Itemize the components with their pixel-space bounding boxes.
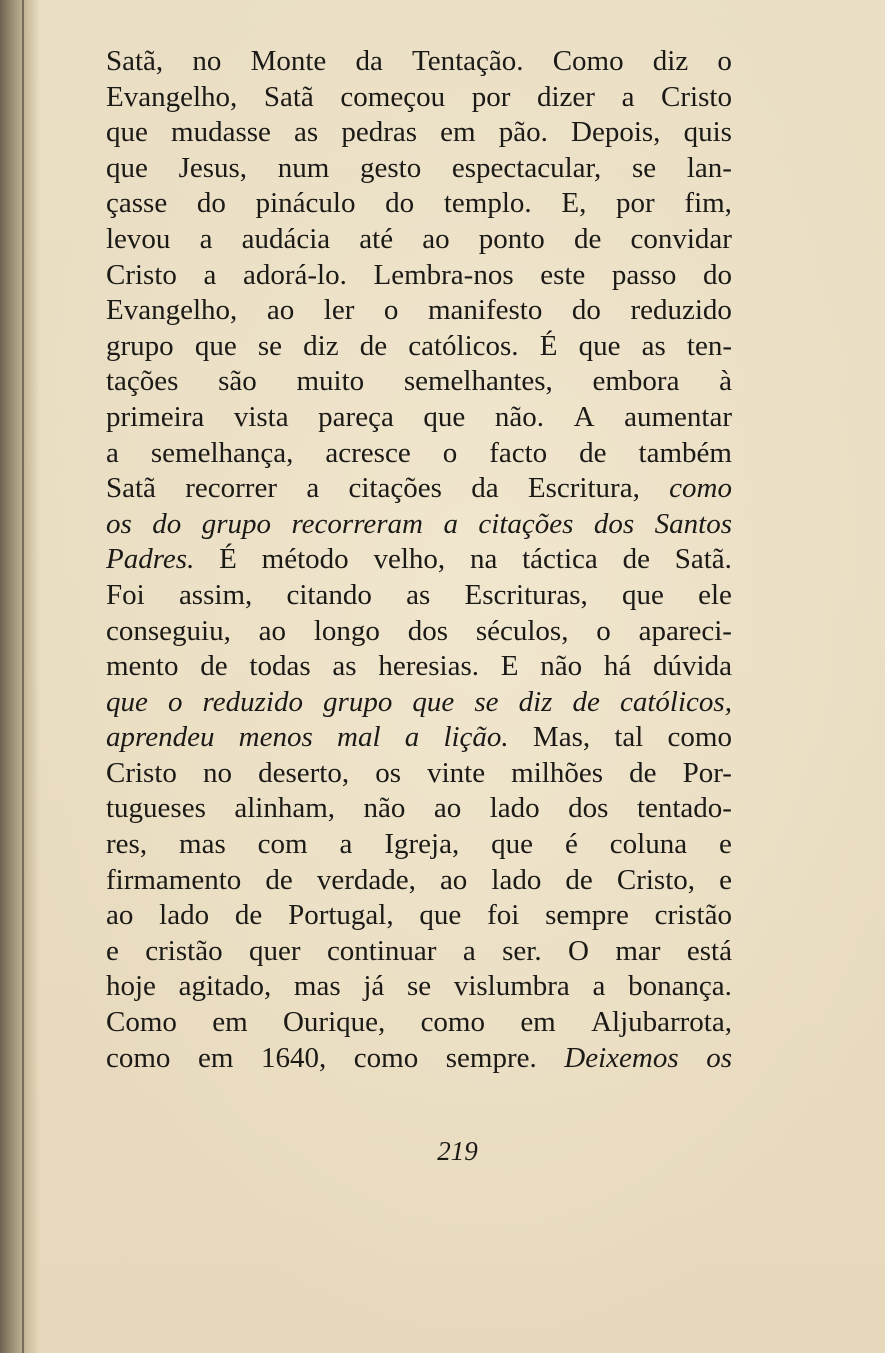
- word: lado: [491, 863, 542, 896]
- word: como: [106, 1041, 171, 1074]
- word: se: [631, 151, 657, 184]
- word: Satã: [263, 80, 314, 113]
- text-line: [106, 329, 732, 365]
- word: a: [462, 934, 476, 967]
- word: velho,: [373, 543, 446, 576]
- word: Igreja,: [384, 828, 460, 861]
- word: está: [686, 934, 732, 967]
- italic-word: que: [106, 685, 148, 718]
- word: quis: [683, 116, 732, 149]
- word: de: [565, 863, 593, 896]
- word: do: [385, 187, 415, 220]
- italic-word: mal: [337, 721, 381, 754]
- word: no: [192, 45, 222, 77]
- word: o: [442, 436, 458, 469]
- text-line: [106, 80, 732, 116]
- word: mas: [179, 828, 226, 861]
- word: por: [616, 187, 655, 220]
- word: longo: [313, 614, 380, 647]
- text-line: [106, 1005, 732, 1041]
- word: O: [568, 934, 589, 967]
- word: grupo: [106, 329, 174, 362]
- word: já: [363, 970, 385, 1003]
- word: lado: [159, 899, 210, 932]
- word: a: [106, 436, 119, 469]
- italic-word: do: [152, 507, 182, 540]
- word: os: [375, 756, 401, 789]
- text-line: [106, 649, 732, 685]
- text-line: [106, 827, 732, 863]
- word: mudasse: [171, 116, 271, 149]
- word: que: [194, 329, 237, 362]
- italic-word: Deixemos: [564, 1041, 679, 1074]
- word: todas: [249, 650, 311, 683]
- italic-word: diz: [518, 685, 553, 718]
- word: da: [471, 472, 499, 505]
- word: conseguiu,: [106, 614, 231, 647]
- word: res,: [106, 828, 148, 861]
- word: deserto,: [258, 756, 350, 789]
- word: as: [294, 116, 319, 149]
- word: que: [622, 578, 664, 611]
- word: num: [277, 151, 330, 184]
- word: heresias.: [378, 650, 479, 683]
- word: as: [406, 578, 431, 611]
- word: ele: [698, 578, 732, 611]
- word: manifesto: [427, 294, 543, 327]
- word: embora: [592, 365, 680, 398]
- word: ao: [106, 899, 134, 932]
- word: ponto: [478, 222, 545, 255]
- word: de: [579, 436, 607, 469]
- word: Portugal,: [288, 899, 394, 932]
- italic-word: recorreram: [291, 507, 424, 540]
- word: do: [196, 187, 226, 220]
- word: que: [419, 899, 462, 932]
- word: Satã,: [106, 45, 164, 77]
- word: Evangelho,: [106, 294, 238, 327]
- text-line: [106, 364, 732, 400]
- italic-word: grupo: [201, 507, 271, 540]
- word: lado: [489, 792, 540, 825]
- word: E: [500, 650, 519, 683]
- word: o: [717, 45, 732, 77]
- word: este: [540, 258, 586, 291]
- text-line: [106, 293, 732, 329]
- word: se: [257, 329, 282, 362]
- word: até: [359, 222, 394, 255]
- word: que: [106, 151, 148, 184]
- italic-word: lição.: [443, 721, 509, 754]
- word: de: [629, 756, 657, 789]
- word: vista: [233, 400, 289, 433]
- word: não: [540, 650, 583, 683]
- text-line: [106, 151, 732, 187]
- word: e: [719, 863, 732, 896]
- word: dos: [568, 792, 609, 825]
- word: firmamento: [106, 863, 242, 896]
- word: 1640,: [260, 1041, 327, 1074]
- word: É: [539, 329, 558, 362]
- italic-word: de: [572, 685, 600, 718]
- text-line: [106, 258, 732, 294]
- word: adorá-lo.: [243, 258, 347, 291]
- word: ao: [439, 863, 468, 896]
- italic-word: que: [412, 685, 455, 718]
- italic-word: os: [106, 507, 132, 540]
- italic-word: como: [669, 472, 732, 505]
- word: convidar: [630, 222, 732, 255]
- word: Escritura,: [527, 472, 640, 505]
- word: Como: [106, 1006, 177, 1039]
- word: que: [423, 400, 466, 433]
- word: de: [573, 222, 602, 255]
- word: Ourique,: [282, 1006, 386, 1039]
- word: recorrer: [185, 472, 277, 505]
- word: em: [197, 1041, 234, 1074]
- italic-word: citações: [478, 507, 574, 540]
- word: e: [719, 828, 732, 861]
- word: tugueses: [106, 792, 206, 825]
- word: alinham,: [234, 792, 336, 825]
- text-line: [106, 44, 732, 80]
- word: continuar: [326, 934, 437, 967]
- italic-word: a: [443, 507, 458, 540]
- word: à: [719, 365, 732, 398]
- word: ao: [433, 792, 462, 825]
- italic-word: menos: [238, 721, 313, 754]
- word: táctica: [522, 543, 598, 576]
- word: pináculo: [255, 187, 356, 220]
- word: começou: [340, 80, 446, 113]
- word: se: [406, 970, 432, 1003]
- text-line: [106, 898, 732, 934]
- word: pedras: [341, 116, 418, 149]
- word: em: [520, 1006, 556, 1039]
- word: que: [491, 828, 534, 861]
- word: ler: [323, 294, 355, 327]
- word: Lembra-nos: [373, 258, 514, 291]
- italic-word: dos: [593, 507, 635, 540]
- text-line: [106, 720, 732, 756]
- word: Tentação.: [412, 45, 524, 77]
- word: e: [106, 934, 119, 967]
- word: audácia: [241, 222, 331, 255]
- word: diz: [303, 329, 339, 362]
- word: ao: [422, 222, 450, 255]
- text-line: [106, 756, 732, 792]
- word: tações: [106, 365, 179, 398]
- italic-word: aprendeu: [106, 721, 215, 754]
- word: vinte: [427, 756, 486, 789]
- text-line: [106, 471, 732, 507]
- word: Mas,: [532, 721, 591, 754]
- word: em: [212, 1006, 248, 1039]
- word: E,: [561, 187, 587, 220]
- word: foi: [487, 899, 520, 932]
- word: gesto: [359, 151, 422, 184]
- word: sempre.: [445, 1041, 537, 1074]
- word: a: [621, 80, 635, 113]
- word: do: [702, 258, 732, 291]
- word: católicos.: [408, 329, 519, 362]
- text-line: [106, 400, 732, 436]
- italic-word: católicos,: [620, 685, 732, 718]
- word: de: [359, 329, 388, 362]
- page-number: 219: [437, 1136, 478, 1166]
- word: vislumbra: [453, 970, 570, 1003]
- word: citações: [348, 472, 442, 505]
- word: aumentar: [624, 400, 732, 433]
- word: são: [218, 365, 257, 398]
- word: a: [592, 970, 606, 1003]
- word: em: [440, 116, 476, 149]
- text-line: [106, 115, 732, 151]
- word: templo.: [443, 187, 532, 220]
- word: Escrituras,: [464, 578, 588, 611]
- italic-word: os: [706, 1041, 732, 1074]
- italic-word: Santos: [654, 507, 732, 540]
- text-line: [106, 186, 732, 222]
- word: Cristo: [106, 258, 177, 291]
- word: mas: [293, 970, 341, 1003]
- word: com: [257, 828, 308, 861]
- word: é: [564, 828, 578, 861]
- text-line: [106, 578, 732, 614]
- word: mento: [106, 650, 179, 683]
- word: a: [339, 828, 353, 861]
- word: semelhança,: [150, 436, 294, 469]
- word: mar: [615, 934, 661, 967]
- word: muito: [296, 365, 365, 398]
- word: Jesus,: [178, 151, 248, 184]
- word: tentado-: [636, 792, 732, 825]
- word: Por-: [682, 756, 732, 789]
- word: a: [199, 222, 213, 255]
- text-line: [106, 934, 732, 970]
- text-line: [106, 542, 732, 578]
- word: como: [353, 1041, 419, 1074]
- word: Monte: [250, 45, 327, 77]
- word: da: [355, 45, 383, 77]
- word: Cristo: [661, 80, 732, 113]
- word: tal: [614, 721, 644, 754]
- word: acresce: [325, 436, 411, 469]
- word: não: [363, 792, 406, 825]
- word: çasse: [106, 187, 168, 220]
- text-line: [106, 791, 732, 827]
- word: reduzido: [630, 294, 732, 327]
- word: fim,: [684, 187, 732, 220]
- word: primeira: [106, 400, 205, 433]
- word: por: [471, 80, 511, 113]
- word: semelhantes,: [403, 365, 553, 398]
- text-line: [106, 969, 732, 1005]
- word: de: [622, 543, 650, 576]
- word: passo: [611, 258, 677, 291]
- word: ao: [266, 294, 295, 327]
- word: Como: [552, 45, 624, 77]
- text-line: [106, 863, 732, 899]
- italic-word: grupo: [323, 685, 393, 718]
- word: verdade,: [316, 863, 416, 896]
- word: dúvida: [653, 650, 732, 683]
- word: séculos,: [475, 614, 569, 647]
- word: A: [573, 400, 595, 433]
- word: ao: [258, 614, 287, 647]
- word: Aljubarrota,: [591, 1006, 732, 1039]
- word: a: [306, 472, 320, 505]
- word: de: [200, 650, 228, 683]
- word: ten-: [686, 329, 732, 362]
- word: Depois,: [571, 116, 661, 149]
- word: as: [641, 329, 666, 362]
- word: coluna: [609, 828, 688, 861]
- text-line: [106, 507, 732, 543]
- word: cristão: [654, 899, 732, 932]
- word: o: [383, 294, 399, 327]
- italic-word: o: [167, 685, 183, 718]
- word: Cristo,: [616, 863, 696, 896]
- word: Satã: [106, 472, 156, 505]
- word: citando: [286, 578, 372, 611]
- word: sempre: [545, 899, 629, 932]
- word: lan-: [686, 151, 732, 184]
- word: não.: [494, 400, 544, 433]
- text-line: [106, 436, 732, 472]
- word: Satã.: [674, 543, 732, 576]
- word: dos: [407, 614, 449, 647]
- word: apareci-: [638, 614, 732, 647]
- word: agitado,: [178, 970, 272, 1003]
- word: espectacular,: [451, 151, 602, 184]
- word: Foi: [106, 578, 145, 611]
- word: assim,: [178, 578, 253, 611]
- word: como: [420, 1006, 485, 1039]
- word: diz: [652, 45, 689, 77]
- word: na: [469, 543, 498, 576]
- word: do: [571, 294, 601, 327]
- word: Cristo: [106, 756, 177, 789]
- word: o: [596, 614, 611, 647]
- word: pareça: [318, 400, 394, 433]
- word: de: [234, 899, 263, 932]
- body-text: [106, 44, 732, 1076]
- word: ser.: [502, 934, 542, 967]
- word: Evangelho,: [106, 80, 238, 113]
- word: É: [219, 543, 237, 576]
- word: quer: [249, 934, 301, 967]
- word: também: [638, 436, 732, 469]
- word: de: [265, 863, 293, 896]
- text-line: [106, 685, 732, 721]
- italic-word: se: [474, 685, 499, 718]
- text-line: [106, 1041, 732, 1077]
- word: facto: [489, 436, 548, 469]
- word: as: [332, 650, 357, 683]
- word: no: [203, 756, 232, 789]
- word: pão.: [498, 116, 548, 149]
- text-line: [106, 614, 732, 650]
- word: hoje: [106, 970, 156, 1003]
- word: dizer: [536, 80, 595, 113]
- word: milhões: [511, 756, 604, 789]
- word: cristão: [145, 934, 223, 967]
- word: que: [106, 116, 148, 149]
- word: há: [603, 650, 632, 683]
- text-line: [106, 222, 732, 258]
- word: como: [667, 721, 732, 754]
- word: a: [203, 258, 217, 291]
- word: método: [261, 543, 349, 576]
- italic-word: reduzido: [202, 685, 303, 718]
- italic-word: Padres.: [106, 543, 195, 576]
- word: bonança.: [628, 970, 732, 1003]
- italic-word: a: [404, 721, 420, 754]
- word: levou: [106, 222, 171, 255]
- word: que: [578, 329, 621, 362]
